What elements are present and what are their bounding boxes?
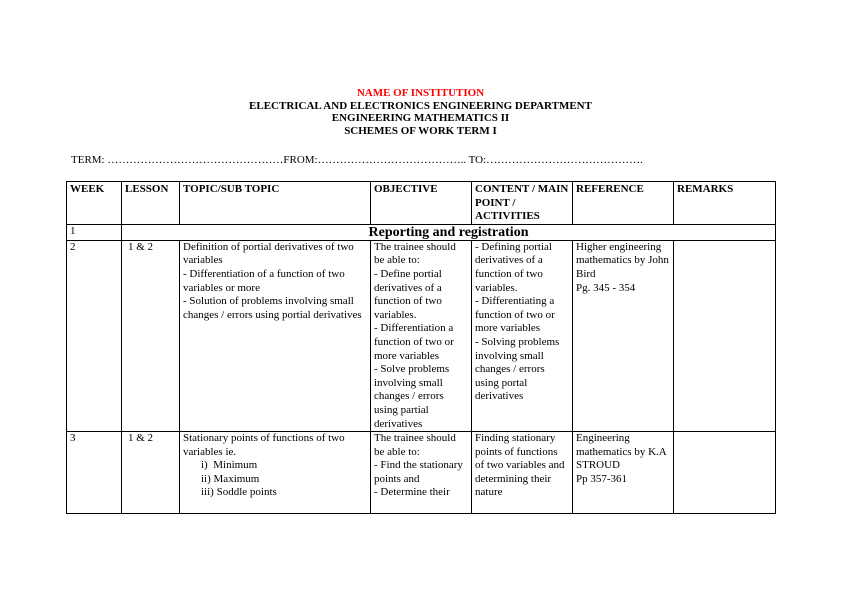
- reference-line: Pp 357-361: [576, 472, 628, 485]
- list-text: Maximum: [213, 472, 260, 485]
- list-number: ii): [201, 472, 211, 485]
- list-item: [201, 486, 367, 500]
- list-item: [201, 459, 367, 473]
- objective-line: - Define portial derivatives of a function of two variables.: [374, 267, 442, 321]
- week-cell: 2: [67, 240, 122, 431]
- subject-name: ENGINEERING MATHEMATICS II: [331, 112, 510, 125]
- table-row: [67, 240, 776, 431]
- objective-line: - Find the stationary points and: [374, 459, 463, 485]
- week-cell: 3: [67, 432, 122, 514]
- reporting-registration-title: Reporting and registration: [122, 224, 776, 240]
- topic-cell: [180, 432, 371, 514]
- week-cell: 1: [67, 224, 122, 240]
- content-line: - Solving problems involving small changes / errors using portal derivatives: [475, 335, 560, 403]
- document-title: SCHEMES OF WORK TERM I: [344, 124, 497, 137]
- topic-line: Definition of portial derivatives of two variables: [183, 240, 354, 267]
- reference-line: STROUD: [576, 459, 621, 472]
- lesson-cell: 1 & 2: [122, 240, 180, 431]
- department-name: ELECTRICAL AND ELECTRONICS ENGINEERING DEPARTMENT: [249, 99, 592, 112]
- document-header: [0, 87, 841, 137]
- institution-name: NAME OF INSTITUTION: [356, 87, 485, 99]
- header-lesson: LESSON: [122, 182, 180, 225]
- content-cell: [472, 432, 573, 514]
- lesson-cell: 1 & 2: [122, 432, 180, 514]
- table-header-row: [67, 182, 776, 225]
- objective-line: The trainee should be able to:: [374, 240, 456, 267]
- topic-line: Stationary points of functions of two variables ie.: [183, 432, 345, 458]
- list-text: Soddle points: [216, 486, 277, 499]
- header-week: WEEK: [67, 182, 122, 225]
- objective-line: - Determine their: [374, 486, 450, 499]
- remarks-cell: [674, 432, 776, 514]
- reference-cell: [573, 432, 674, 514]
- list-item: [201, 473, 367, 487]
- objective-line: - Differentiation a function of two or more variables: [374, 322, 454, 362]
- content-cell: [472, 240, 573, 431]
- reference-cell: [573, 240, 674, 431]
- term-dates-line: TERM: …………………………………………FROM:………………………………….. TO:…………………………………….: [71, 154, 643, 166]
- list-number: iii): [201, 486, 214, 499]
- table-row: [67, 432, 776, 514]
- objective-line: - Solve problems involving small changes / errors using partial derivatives: [374, 363, 450, 430]
- content-line: Finding stationary points of functions of two variables and determining their nature: [475, 432, 565, 499]
- objective-cell: [371, 432, 472, 514]
- table-row-reporting: [67, 224, 776, 240]
- header-reference: REFERENCE: [573, 182, 674, 225]
- header-topic: TOPIC/SUB TOPIC: [180, 182, 371, 225]
- header-objective: OBJECTIVE: [371, 182, 472, 225]
- objective-line: The trainee should be able to:: [374, 432, 456, 458]
- list-number: i): [201, 459, 208, 472]
- scheme-of-work-table: [66, 181, 776, 514]
- remarks-cell: [674, 240, 776, 431]
- header-content: CONTENT / MAIN POINT / ACTIVITIES: [472, 182, 573, 225]
- header-remarks: REMARKS: [674, 182, 776, 225]
- topic-line: - Solution of problems involving small changes / errors using portial derivatives: [183, 295, 362, 321]
- topic-line: - Differentiation of a function of two variables or more: [183, 267, 345, 294]
- topic-cell: [180, 240, 371, 431]
- content-line: - Differentiating a function of two or more variables: [475, 295, 555, 335]
- content-line: - Defining portial derivatives of a function of two variables.: [475, 240, 552, 294]
- reference-line: Higher engineering mathematics by John Bird: [576, 240, 669, 280]
- reference-line: Engineering mathematics by K.A: [576, 432, 667, 458]
- objective-cell: [371, 240, 472, 431]
- reference-line: Pg. 345 - 354: [576, 281, 636, 294]
- stationary-points-list: [183, 459, 367, 500]
- list-text: Minimum: [213, 459, 258, 472]
